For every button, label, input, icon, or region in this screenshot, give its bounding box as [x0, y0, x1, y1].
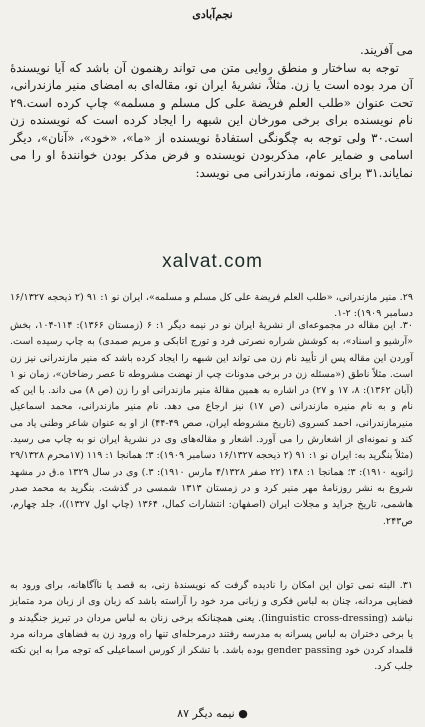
footnote-31 [10, 578, 413, 676]
running-header: نجم‌آبادی [192, 8, 233, 21]
page-footer: نیمه دیگر ۸۷ ● [177, 707, 248, 720]
footnote-30-text: ۳۰. این مقاله در مجموعه‌ای از نشریهٔ ایران نو در نیمه دیگر ۱: ۶ (زمستان ۱۳۶۶): ۱۱۴-۱۰۴، بخش «آرشیو و اسناد»، به کوشش شراره نصرتی فرد و تورج اتابکی و مریم صمدی) به چاپ رسیده است. آوردن این مقاله پس از تأیید نام زن می تواند این شبهه را ایجاد کرده باشد که منیر مازندرانی نیز زن است. مثلاً ناطق («مسئله زن در برخی مدونات چپ از نهضت مشروطه تا عصر رضاخان»، زمان نو ۱ (آبان ۱۳۶۲): ۸، ۱۷ و ۲۷) در اشاره به همین مقالهٔ منیر مازندرانی او را زن (ص ۸) می داند. با این که نام و به نام منیره مازندرانی (ص ۱۷) نیز ارجاع می دهد. نام منیر مازندرانی، محمد اسماعیل منیرمازندرانی، احمد کسروی (تاریخ مشروطه ایران، صص ۴۹-۴۴) از او به عنوان شاعر وطنی یاد می کند و نمونه‌ای از اشعارش را می آورد. اشعار و مقاله‌های وی در نشریهٔ ایران نو به چاپ می رسید. (مثلاً بنگرید به: ایران نو ۱: ۹۱ (۲ ذیحجه ۱۶/۱۳۲۷ دسامبر ۱۹۰۹): ۳؛ همانجا ۱: ۱۱۹ (۱۷محرم ۲۹/۱۳۲۸ ژانویه ۱۹۱۰): ۳؛ همانجا ۱: ۱۴۸ (۲۲ صفر ۴/۱۳۲۸ مارس ۱۹۱۰): ۳.) وی در سال ۱۳۲۹ ه.ق در مشهد شروع به نشر روزنامهٔ مهر منیر کرد و در زمستان ۱۳۱۳ شمسی در گذشت. بنگرید به محمد صدر هاشمی، تاریخ جراید و مجلات ایران (اصفهان: انتشارات کمال، ۱۳۶۴ (چاپ اول ۱۳۲۷))، جلد چهارم، ص۲۴۳. [10, 320, 413, 527]
footnote-30 [10, 318, 413, 530]
footnote-29-text: ۲۹. منیر مازندرانی، «طلب العلم فریضة علی کل مسلم و مسلمه»، ایران نو ۱: ۹۱ (۲ ذیحجه ۱۶/۱۳۲۷ دسامبر ۱۹۰۹): ۲-۱. [10, 292, 413, 320]
paragraph-1: می آفریند. [359, 43, 413, 57]
main-text [10, 42, 413, 182]
watermark: xalvat.com [162, 251, 263, 272]
paragraph-2: توجه به ساختار و منطق روایی متن می تواند رهنمون آن باشد که آیا نویسندهٔ آن مرد بوده است یا زن. مثلاً، نشریهٔ ایران نو، مقاله‌ای به امضای منیر مازندرانی، تحت عنوان «طلب العلم فریضة علی کل مسلم و مسلمه» چاپ کرده است.۲۹ نام نویسنده برای برخی مورخان این شبهه را ایجاد کرده است که نویسنده زن است.۳۰ ولی توجه به چگونگی استفادهٔ نویسنده از «ما»، «خود»، «آنان»، دیگر اسامی و ضمایر عام، مذکربودن نویسنده و فرض مذکر بودن خوانندهٔ او را می نمایاند.۳۱ برای نمونه، مازندرانی می نویسد: [10, 60, 413, 180]
footnote-31-text: ۳۱. البته نمی توان این امکان را نادیده گرفت که نویسندهٔ زنی، به قصد یا ناآگاهانه، برای ورود به فضایی مردانه، چنان به لباس فکری و زبانی مرد خود را آراسته باشد که زبان وی از زبان مرد متمایز نباشد (linguistic cross-dressing). یعنی همچنانکه برخی زنان به لباس مردان در تبریز جنگیدند و یا برخی دختران به لباس پسرانه به مدرسه رفتند درمرحله‌ای تنها راه ورود زن به فضاهای مردانه مرد قلمداد کردن خود gender passing بوده باشد. با تشکر از کورس اسماعیلی که توجه مرا به این نکته جلب کرد. [10, 580, 413, 673]
